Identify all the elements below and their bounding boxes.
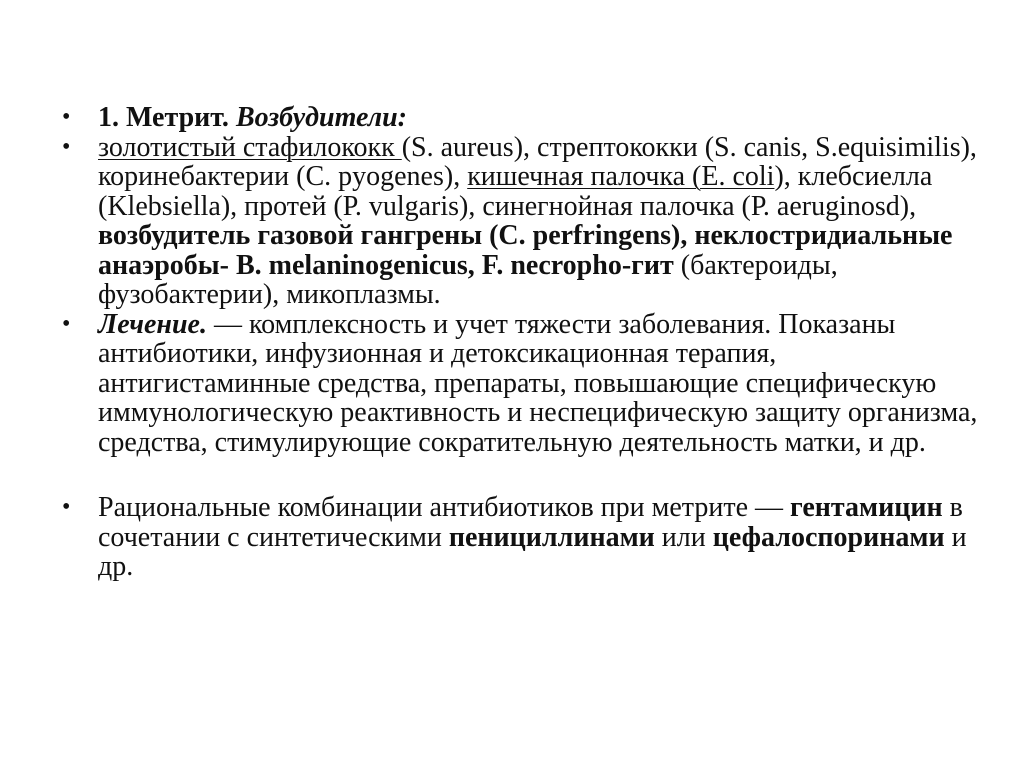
- penicillins-term: пенициллинами: [448, 521, 655, 553]
- bullet-dot: •: [62, 104, 71, 130]
- pathogen-bold-text: возбудитель газовой гангрены (С. perfringens), неклостридиальные анаэробы- В. melaninogenicus, F. necropho-гит: [98, 220, 953, 281]
- bullet-dot: •: [62, 494, 71, 520]
- combo-text: в сочетании с синтетическими: [98, 492, 963, 553]
- bullet-list: [62, 103, 982, 582]
- bullet-dot: •: [62, 310, 71, 337]
- combo-text: или: [654, 521, 713, 553]
- cephalosporins-term: цефалоспоринами: [712, 521, 945, 553]
- bullet-metritis-heading: [62, 103, 982, 133]
- metritis-title: 1. Метрит.: [98, 102, 236, 133]
- treatment-text: — комплексность и учет тяжести заболевания. Показаны антибиотики, инфузионная и детоксикационная терапия, антигистаминные средства, препараты, повышающие специфическую иммунологическую реактивность и неспецифическую защиту организма, средства, стимулирующие сократительную деятельность матки, и др.: [98, 308, 978, 458]
- bullet-dot: •: [62, 133, 71, 160]
- pathogen-text: (бактероиды, фузобактерии), микоплазмы.: [98, 249, 838, 310]
- bullet-treatment: [62, 310, 982, 458]
- combo-text: и др.: [98, 521, 967, 582]
- pathogens-label: Возбудители:: [235, 102, 407, 133]
- bullet-pathogens-list: [62, 133, 982, 310]
- pathogen-ecoli-underlined: кишечная палочка (Е. coli: [467, 161, 775, 192]
- combo-text: Рациональные комбинации антибиотиков при метрите —: [98, 492, 791, 523]
- bullet-antibiotic-combinations: [62, 493, 982, 582]
- pathogen-text: (S. aureus), стрептококки (S. canis, S.equisimilis), коринебактерии (С. pyogenes),: [98, 131, 977, 192]
- gentamicin-term: гентамицин: [790, 492, 943, 523]
- pathogen-staph-underlined: золотистый стафилококк: [98, 131, 402, 163]
- pathogen-text: ), клебсиелла (Klebsiella), протей (Р. vulgaris), синегнойная палочка (Р. aeruginosd),: [98, 161, 933, 222]
- treatment-label: Лечение.: [98, 308, 207, 340]
